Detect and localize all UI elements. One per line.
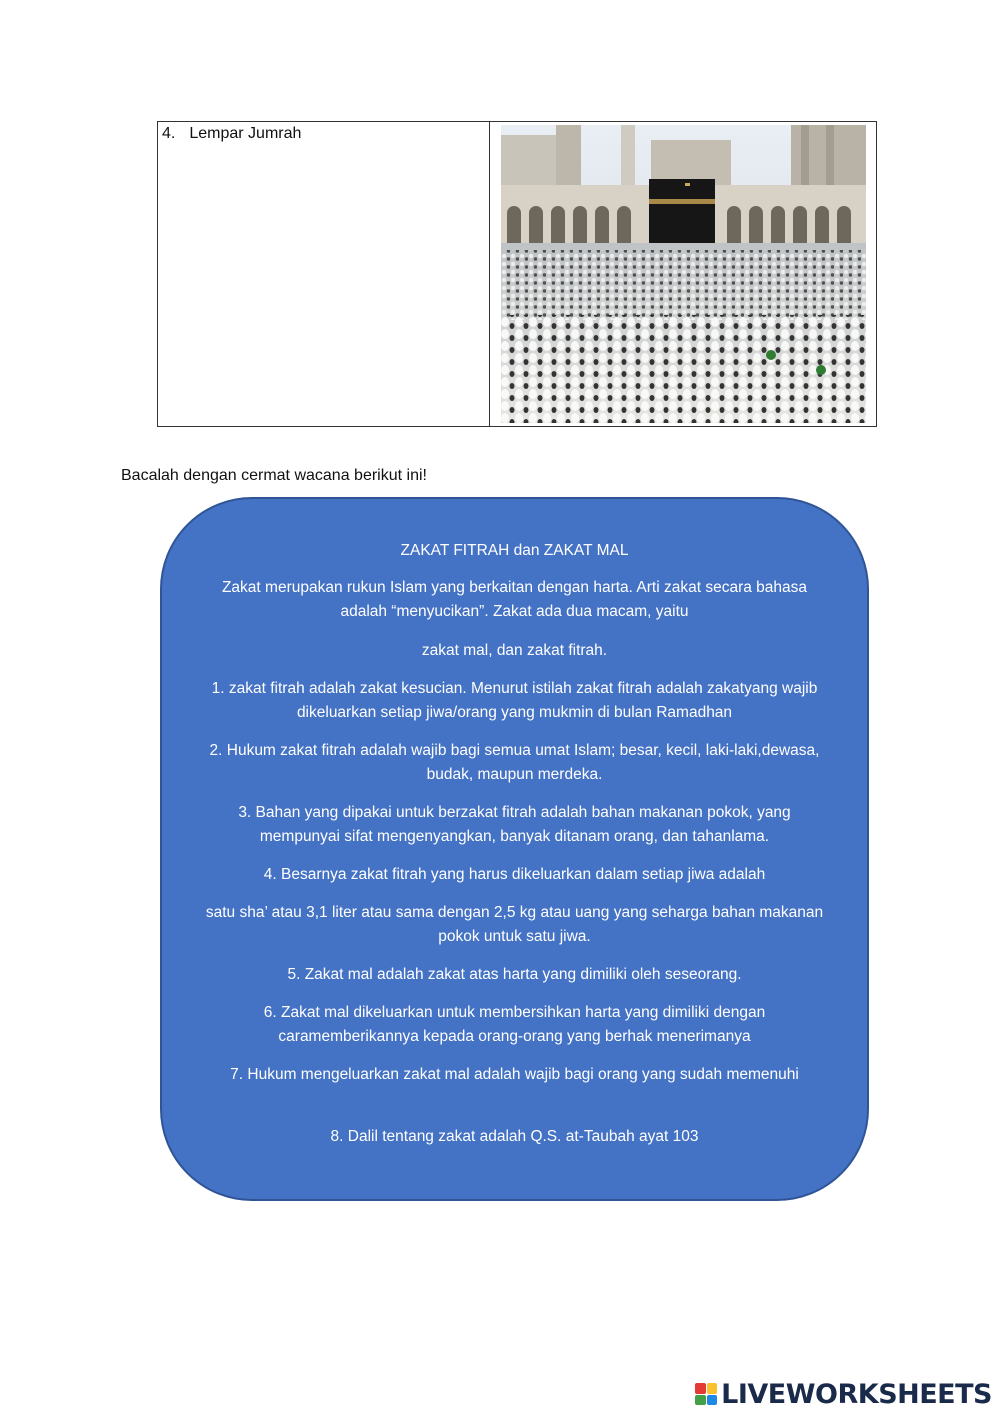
zakat-title: ZAKAT FITRAH dan ZAKAT MAL [400, 542, 629, 559]
zakat-intro-2: zakat mal, dan zakat fitrah. [421, 642, 608, 659]
zakat-point-2: 2. Hukum zakat fitrah adalah wajib bagi semua umat Islam; besar, kecil, laki-laki,dewasa, budak, maupun merdeka. [209, 742, 820, 783]
reading-instruction: Bacalah dengan cermat wacana berikut ini! [121, 467, 427, 484]
table-divider [489, 122, 490, 426]
zakat-intro: Zakat merupakan rukun Islam yang berkaitan dengan harta. Arti zakat secara bahasa adalah “menyucikan”. Zakat ada dua macam, yaitu [221, 579, 808, 620]
zakat-point-8: 8. Dalil tentang zakat adalah Q.S. at-Taubah ayat 103 [330, 1128, 699, 1145]
worksheet-table [157, 121, 877, 427]
zakat-point-5: 5. Zakat mal adalah zakat atas harta yang dimiliki oleh seseorang. [287, 966, 742, 983]
zakat-point-6: 6. Zakat mal dikeluarkan untuk membersihkan harta yang dimiliki dengan caramemberikannya kepada orang-orang yang berhak menerimanya [263, 1004, 766, 1045]
liveworksheets-logo-icon [695, 1383, 717, 1405]
zakat-point-7: 7. Hukum mengeluarkan zakat mal adalah wajib bagi orang yang sudah memenuhi [230, 1066, 799, 1083]
zakat-point-3: 3. Bahan yang dipakai untuk berzakat fitrah adalah bahan makanan pokok, yang mempunyai sifat mengenyangkan, banyak ditanam orang, dan tahanlama. [238, 804, 791, 845]
watermark-text: LIVEWORKSHEETS [721, 1378, 992, 1410]
liveworksheets-watermark [695, 1376, 992, 1412]
row-number: 4. [162, 125, 176, 142]
zakat-point-4-detail: satu sha’ atau 3,1 liter atau sama dengan 2,5 kg atau uang yang seharga bahan makanan pokok untuk satu jiwa. [205, 904, 824, 945]
zakat-point-1: 1. zakat fitrah adalah zakat kesucian. Menurut istilah zakat fitrah adalah zakatyang wajib dikeluarkan setiap jiwa/orang yang mukmin di bulan Ramadhan [211, 680, 818, 721]
zakat-reading-box [160, 497, 869, 1201]
mecca-photo [501, 125, 866, 423]
zakat-point-4: 4. Besarnya zakat fitrah yang harus dikeluarkan dalam setiap jiwa adalah [263, 866, 766, 883]
table-cell-label [162, 124, 301, 144]
row-label: Lempar Jumrah [189, 125, 302, 142]
